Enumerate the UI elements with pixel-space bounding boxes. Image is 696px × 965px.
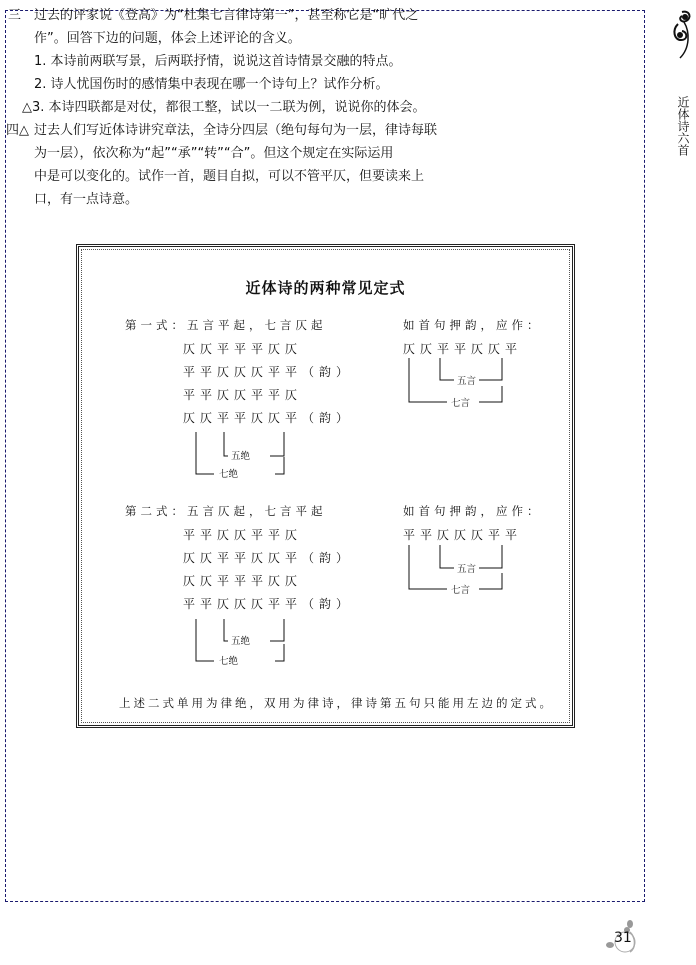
floral-ornament-icon — [668, 8, 694, 60]
question-3-sub-2: 2. 诗人忧国伤时的感情集中表现在哪一个诗句上？试作分析。 — [34, 77, 389, 92]
form-1-line-1: 仄仄平平平仄仄 — [183, 342, 303, 356]
question-number-3: 三 — [8, 8, 22, 23]
question-4-line-1: 过去人们写近体诗讲究章法，全诗分四层（绝句每句为一层，律诗每联 — [34, 123, 438, 138]
form-1-line-2: 平平仄仄仄平平（韵） — [183, 365, 354, 379]
form-2-alt-wuyan-label: 五言 — [457, 564, 477, 575]
metrical-patterns-box — [76, 244, 575, 728]
form-1-label: 第一式：五言平起，七言仄起 — [125, 318, 327, 332]
form-1-wujue-label: 五绝 — [231, 451, 251, 462]
form-2-alt-label: 如首句押韵，应作： — [403, 504, 543, 518]
form-2-qijue-label: 七绝 — [219, 656, 239, 667]
page-number: 31 — [614, 930, 632, 946]
box-title: 近体诗的两种常见定式 — [245, 279, 406, 297]
question-4-line-2: 为一层），依次称为“起”“承”“转”“合”。但这个规定在实际运用 — [34, 146, 394, 161]
box-footer-note: 上述二式单用为律绝，双用为律诗，律诗第五句只能用左边的定式。 — [119, 696, 554, 710]
form-2-line-1: 平平仄仄平平仄 — [183, 528, 303, 542]
form-2-label: 第二式：五言仄起，七言平起 — [125, 504, 327, 518]
question-4-line-4: 口，有一点诗意。 — [34, 192, 139, 207]
form-2-wujue-label: 五绝 — [231, 636, 251, 647]
form-1-alt-wuyan-label: 五言 — [457, 376, 477, 387]
form-2-line-3: 仄仄平平平仄仄 — [183, 574, 303, 588]
form-2-alt-line: 平平仄仄仄平平 — [403, 528, 523, 542]
form-2-line-2: 仄仄平平仄仄平（韵） — [183, 551, 354, 565]
form-2-line-4: 平平仄仄仄平平（韵） — [183, 597, 354, 611]
question-4-line-3: 中是可以变化的。试作一首，题目自拟，可以不管平仄，但要读来上 — [34, 169, 425, 184]
question-number-4: 四△ — [6, 123, 29, 138]
form-1-alt-line: 仄仄平平仄仄平 — [403, 342, 523, 356]
form-1-alt-qiyan-label: 七言 — [451, 398, 471, 409]
form-2-alt-qiyan-label: 七言 — [451, 585, 471, 596]
form-1-qijue-label: 七绝 — [219, 469, 239, 480]
section-title-vertical: 近体诗六首 — [676, 96, 690, 156]
form-1-line-4: 仄仄平平仄仄平（韵） — [183, 411, 354, 425]
form-1-line-3: 平平仄仄平平仄 — [183, 388, 303, 402]
question-3-line-2: 作”。回答下边的问题，体会上述评论的含义。 — [34, 31, 301, 46]
question-3-sub-1: 1. 本诗前两联写景，后两联抒情，说说这首诗情景交融的特点。 — [34, 54, 402, 69]
form-2-alt-bracket-diagram — [79, 247, 578, 731]
question-3-sub-3: △3. 本诗四联都是对仗，都很工整，试以一二联为例，说说你的体会。 — [22, 100, 426, 115]
form-1-alt-label: 如首句押韵，应作： — [403, 318, 543, 332]
question-3-line-1: 过去的评家说《登高》为“杜集七言律诗第一”，甚至称它是“旷代之 — [34, 8, 419, 23]
